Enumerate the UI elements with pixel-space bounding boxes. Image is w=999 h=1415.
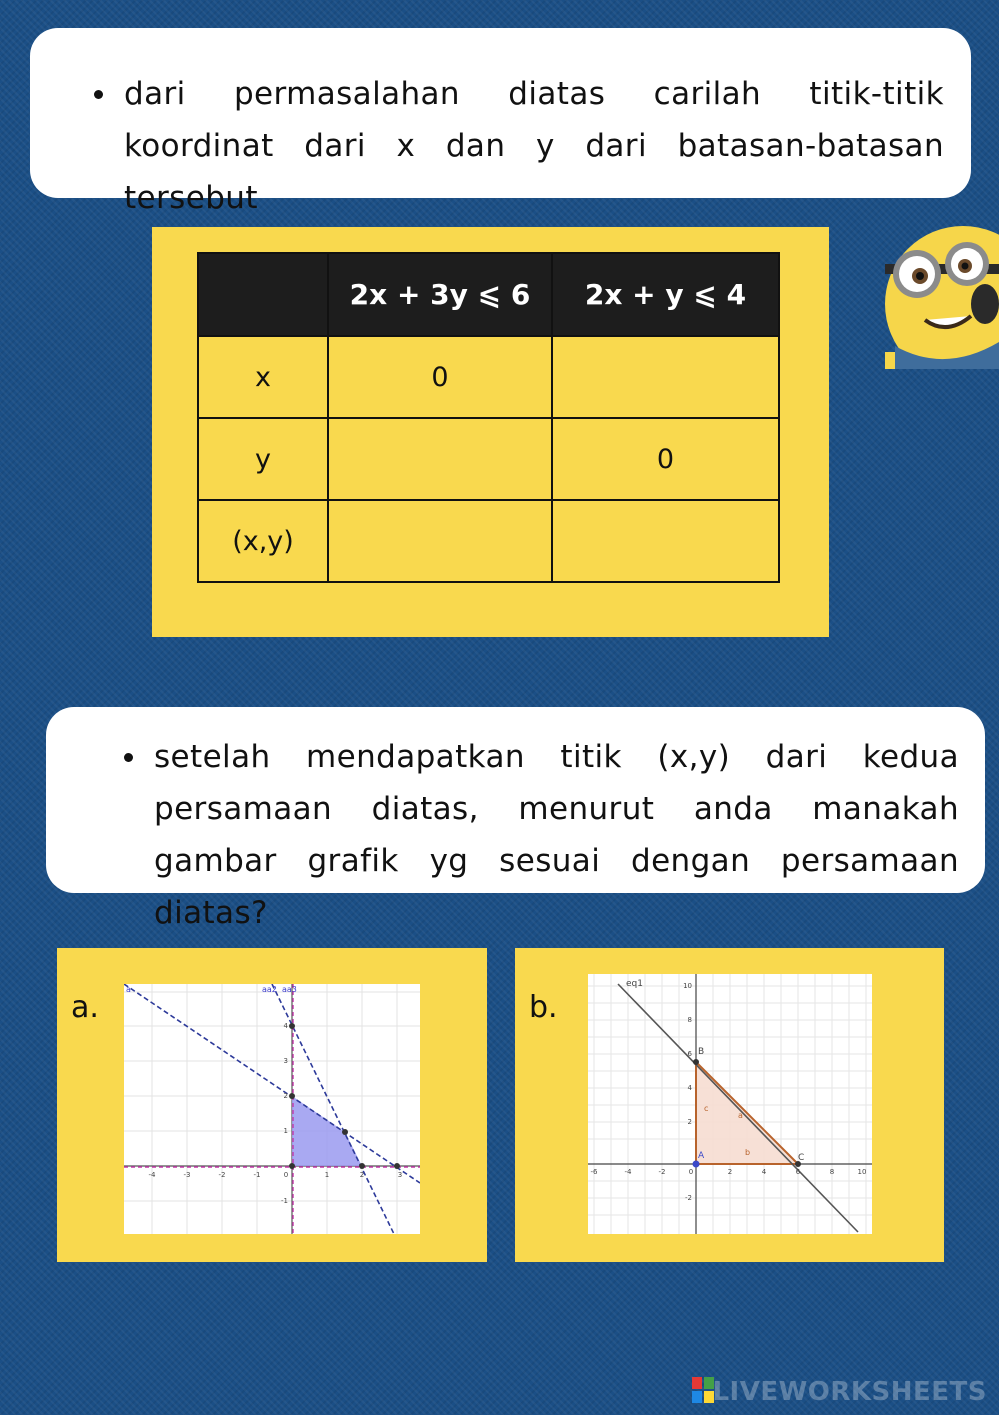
graph-a-tick-y: 2: [283, 1092, 288, 1100]
option-b-panel[interactable]: [515, 948, 944, 1262]
table-row-xy: [198, 500, 779, 582]
graph-b-tick-x: 8: [829, 1168, 835, 1176]
option-a-panel[interactable]: [57, 948, 487, 1262]
graph-b-tick-x: 4: [761, 1168, 767, 1176]
graph-a-tick-y: 3: [283, 1057, 288, 1065]
row-label-y: y: [198, 418, 328, 500]
graph-a-tick-x: -4: [148, 1171, 156, 1179]
minion-illustration: [885, 224, 999, 369]
graph-a-tick-x: -3: [183, 1171, 191, 1179]
graph-b-tick-y: 8: [687, 1016, 692, 1024]
instruction-text-2: setelah mendapatkan titik (x,y) dari kedua persamaan diatas, menurut anda manakah gambar grafik yg sesuai dengan persamaan diatas?: [154, 731, 959, 939]
table-row-y: [198, 418, 779, 500]
graph-b-tick-y: 4: [687, 1084, 692, 1092]
cell-y-eq2[interactable]: 0: [552, 418, 779, 500]
graph-b-tick-y: 10: [683, 982, 692, 990]
graph-a-tick-x: 2: [359, 1171, 365, 1179]
graph-b-tick-x: -2: [658, 1168, 666, 1176]
option-a-label: a.: [71, 990, 99, 1025]
graph-b-tick-x: 6: [795, 1168, 801, 1176]
table-header-blank: [198, 253, 328, 336]
cell-x-eq1[interactable]: 0: [328, 336, 552, 418]
cell-y-eq1[interactable]: [328, 418, 552, 500]
row-label-x: x: [198, 336, 328, 418]
table-header-equation-2: 2x + y ⩽ 4: [552, 253, 779, 336]
graph-b-tick-y: 6: [687, 1050, 692, 1058]
graph-b-svg: [588, 974, 872, 1234]
coordinate-table: [197, 252, 780, 583]
row-label-xy: (x,y): [198, 500, 328, 582]
graph-b-tick-y: -2: [685, 1194, 692, 1202]
watermark: LIVEWORKSHEETS: [712, 1377, 987, 1407]
instruction-bubble-2: [46, 707, 985, 931]
graph-b-tick-y: 2: [687, 1118, 692, 1126]
liveworksheets-logo-icon: [692, 1377, 714, 1403]
instruction-text-1: dari permasalahan diatas carilah titik-titik koordinat dari x dan y dari batasan-batasan tersebut: [124, 68, 944, 224]
coordinate-table-panel: [152, 227, 829, 637]
graph-a-tick-y: 1: [283, 1127, 288, 1135]
option-a-graph[interactable]: [124, 984, 420, 1234]
table-row-x: [198, 336, 779, 418]
graph-b-tick-x: -4: [624, 1168, 632, 1176]
graph-b-tick-x: 0: [688, 1168, 694, 1176]
cell-xy-eq1[interactable]: [328, 500, 552, 582]
graph-a-tick-y: -1: [281, 1197, 288, 1205]
graph-b-line-label: eq1: [626, 979, 643, 989]
graph-a-tick-x: 3: [397, 1171, 403, 1179]
graph-b-tick-x: -6: [590, 1168, 598, 1176]
graph-b-tick-x: 2: [727, 1168, 733, 1176]
graph-a-tick-x: 0: [283, 1171, 289, 1179]
table-header-row: [198, 253, 779, 336]
graph-a-line-label-1: a: [126, 985, 131, 994]
option-b-label: b.: [529, 990, 558, 1025]
cell-xy-eq2[interactable]: [552, 500, 779, 582]
graph-a-tick-x: 1: [324, 1171, 330, 1179]
graph-b-point-label: C: [798, 1153, 805, 1163]
graph-a-tick-x: -1: [253, 1171, 261, 1179]
graph-b-point-label: B: [698, 1047, 705, 1057]
instruction-bubble-1: [30, 28, 971, 216]
option-b-graph[interactable]: [588, 974, 872, 1234]
graph-a-line-label-3: aa3: [282, 985, 297, 994]
graph-a-line-label-2: aa2: [262, 985, 277, 994]
graph-b-side-label: a: [738, 1111, 743, 1120]
graph-b-side-label: c: [704, 1104, 709, 1113]
graph-b-tick-x: 10: [857, 1168, 867, 1176]
graph-a-tick-x: -2: [218, 1171, 226, 1179]
graph-b-side-label: b: [745, 1148, 751, 1157]
graph-b-point-label: A: [698, 1151, 705, 1161]
table-header-equation-1: 2x + 3y ⩽ 6: [328, 253, 552, 336]
graph-a-svg: [124, 984, 420, 1234]
graph-a-tick-y: 4: [283, 1022, 288, 1030]
cell-x-eq2[interactable]: [552, 336, 779, 418]
